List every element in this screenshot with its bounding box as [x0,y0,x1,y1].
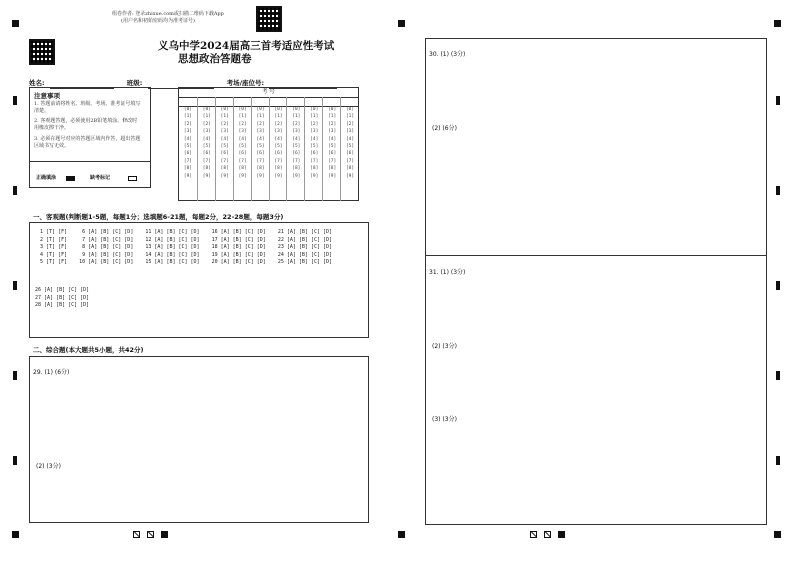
exam-digit-bubble[interactable]: [5] [310,144,319,150]
exam-grid-divider [233,97,234,106]
exam-digit-bubble[interactable]: [0] [345,107,355,112]
exam-digit-bubble[interactable]: [7] [274,158,283,164]
timing-mark [776,96,780,105]
timing-mark [776,456,780,465]
objective-section-title: 一、客观题(判断题1-5题，每题1分；选填题6-21题，每题2分，22-28题，每题3分) [33,213,284,221]
exam-digit-bubble[interactable]: [6] [183,151,193,157]
exam-digit-bubble[interactable]: [6] [310,151,319,157]
exam-digit-bubble[interactable]: [9] [328,173,337,179]
exam-digit-bubble[interactable]: [7] [183,158,193,164]
exam-digit-bubble[interactable]: [3] [202,129,211,135]
exam-grid-divider [269,97,270,106]
exam-digit-bubble[interactable]: [3] [345,129,355,135]
q31-answer-box[interactable] [425,255,767,525]
exam-digit-bubble[interactable]: [8] [220,166,229,172]
seat-label: 考场/座位号: [226,79,265,87]
exam-digit-bubble[interactable]: [1] [328,114,337,120]
notice-item: 1. 答题前请将姓名、班级、考场、准考证号填写清楚。 [34,101,141,114]
exam-digit-bubble[interactable]: [9] [202,173,211,179]
exam-digit-bubble[interactable]: [6] [292,151,301,157]
exam-digit-column [233,106,252,201]
exam-digit-bubble[interactable]: [1] [220,114,229,120]
q30-part2-label: (2) (6分) [432,125,457,132]
corner-mark-top-left [12,20,19,27]
footer-mark [133,531,140,538]
mcq-row[interactable]: 27 [A] [B] [C] [D] [35,294,90,301]
q30-part1-label: 30. (1) (3分) [429,51,466,58]
footer-mark [147,531,154,538]
exam-digit-bubble[interactable]: [9] [220,173,229,179]
exam-digit-bubble[interactable]: [5] [183,144,193,150]
qr-code-icon [29,39,55,65]
exam-digit-column [304,106,323,201]
notice-title: 注意事项 [34,92,60,100]
exam-digit-bubble[interactable]: [5] [328,144,337,150]
exam-digit-bubble[interactable]: [3] [274,129,283,135]
corner-mark-top-right [774,20,781,27]
exam-digit-bubble[interactable]: [1] [202,114,211,120]
exam-digit-bubble[interactable]: [6] [220,151,229,157]
exam-digit-column [215,106,234,201]
mcq-row[interactable]: 28 [A] [B] [C] [D] [35,302,90,308]
exam-grid-divider [286,97,287,106]
exam-digit-bubble[interactable]: [7] [345,158,355,164]
exam-grid-divider [197,97,198,106]
exam-digit-bubble[interactable]: [1] [345,114,355,120]
exam-digit-bubble[interactable]: [1] [274,114,283,120]
exam-digit-bubble[interactable]: [7] [238,158,247,164]
exam-digit-bubble[interactable]: [0] [220,107,229,112]
exam-digit-bubble[interactable]: [0] [202,107,211,112]
exam-digit-bubble[interactable]: [8] [238,166,247,172]
timing-mark [13,186,17,195]
exam-digit-bubble[interactable]: [5] [202,144,211,150]
exam-digit-bubble[interactable]: [9] [183,173,193,179]
notice-box [29,87,151,188]
exam-digit-bubble[interactable]: [3] [328,129,337,135]
timing-mark [13,371,17,380]
timing-mark [13,281,17,290]
exam-digit-bubble[interactable]: [7] [220,158,229,164]
timing-mark [776,186,780,195]
correct-fill-label: 正确填涂 [36,175,57,181]
page-title: 义乌中学2024届高三首考适应性考试 [158,40,335,52]
comprehensive-section-title: 二、综合题(本大题共5小题，共42分) [33,346,144,354]
missing-mark-label: 缺考标记 [90,175,111,181]
exam-digit-bubble[interactable]: [6] [328,151,337,157]
exam-digit-bubble[interactable]: [4] [292,136,301,142]
exam-digit-bubble[interactable]: [7] [292,158,301,164]
timing-mark [776,281,780,290]
corner-mark-mid-bottom [398,531,405,538]
exam-digit-bubble[interactable]: [8] [256,166,265,172]
correct-fill-sample-icon [66,176,75,181]
mcq-row[interactable]: 2 [T] [F] 7 [A] [B] [C] [D] 12 [A] [B] [C] [D] 17 [A] [B] [C] [D] 22 [A] [B] [C] [D] [37,236,333,243]
footer-mark [544,531,551,538]
header-info-line2: (用户名和初始密码均为准考证号) [121,18,195,24]
mcq-row[interactable]: 26 [A] [B] [C] [D] [35,287,90,293]
exam-digit-bubble[interactable]: [3] [256,129,265,135]
exam-digit-column [269,106,288,201]
exam-grid-divider [340,97,341,106]
corner-mark-mid-top [398,20,405,27]
exam-digit-bubble[interactable]: [0] [310,107,319,112]
exam-digit-column [179,106,197,201]
name-label: 姓名: [29,79,45,87]
exam-grid-divider [322,97,323,106]
exam-digit-column [251,106,270,201]
exam-digit-bubble[interactable]: [9] [292,173,301,179]
exam-digit-column [286,106,305,201]
exam-digit-column [322,106,341,201]
exam-digit-bubble[interactable]: [8] [202,166,211,172]
q29-part1-label: 29. (1) (6分) [33,369,70,376]
timing-mark [776,371,780,380]
exam-digit-bubble[interactable]: [8] [310,166,319,172]
exam-digit-bubble[interactable]: [9] [274,173,283,179]
exam-digit-bubble[interactable]: [1] [256,114,265,120]
exam-digit-bubble[interactable]: [3] [310,129,319,135]
exam-digit-bubble[interactable]: [7] [310,158,319,164]
exam-digit-bubble[interactable]: [3] [220,129,229,135]
q31-part1-label: 31. (1) (3分) [429,269,466,276]
exam-digit-bubble[interactable]: [3] [183,129,193,135]
footer-mark [161,531,168,538]
exam-digit-bubble[interactable]: [2] [256,121,265,127]
exam-digit-bubble[interactable]: [2] [328,121,337,127]
exam-digit-bubble[interactable]: [0] [292,107,301,112]
exam-digit-bubble[interactable]: [2] [238,121,247,127]
exam-digit-bubble[interactable]: [7] [256,158,265,164]
missing-mark-checkbox[interactable] [128,176,137,181]
exam-digit-bubble[interactable]: [2] [274,121,283,127]
corner-mark-bottom-left [12,531,19,538]
exam-digit-bubble[interactable]: [9] [256,173,265,179]
exam-digit-bubble[interactable]: [0] [274,107,283,112]
exam-digit-bubble[interactable]: [9] [345,173,355,179]
exam-digit-bubble[interactable]: [1] [292,114,301,120]
exam-digit-bubble[interactable]: [2] [202,121,211,127]
exam-digit-bubble[interactable]: [2] [183,121,193,127]
footer-mark [558,531,565,538]
exam-digit-bubble[interactable]: [4] [328,136,337,142]
exam-digit-bubble[interactable]: [1] [183,114,193,120]
exam-digit-columns [179,106,358,201]
q31-part2-label: (2) (3分) [432,343,457,350]
exam-digit-bubble[interactable]: [0] [238,107,247,112]
exam-digit-bubble[interactable]: [7] [328,158,337,164]
exam-digit-bubble[interactable]: [5] [220,144,229,150]
exam-digit-bubble[interactable]: [8] [345,166,355,172]
page-subtitle: 思想政治答题卷 [178,53,252,65]
exam-digit-bubble[interactable]: [4] [310,136,319,142]
exam-digit-bubble[interactable]: [6] [202,151,211,157]
exam-digit-bubble[interactable]: [5] [256,144,265,150]
q29-answer-box[interactable] [29,356,369,523]
exam-digit-bubble[interactable]: [5] [238,144,247,150]
exam-digit-bubble[interactable]: [6] [274,151,283,157]
exam-digit-bubble[interactable]: [6] [238,151,247,157]
exam-digit-bubble[interactable]: [8] [274,166,283,172]
q30-answer-box[interactable] [425,38,767,256]
q31-part3-label: (3) (3分) [432,416,457,423]
exam-digit-bubble[interactable]: [3] [238,129,247,135]
objective-answer-box [29,222,369,338]
mcq-row[interactable]: 5 [T] [F] 10 [A] [B] [C] [D] 15 [A] [B] [C] [D] 20 [A] [B] [C] [D] 25 [A] [B] [C] [D] [37,259,333,265]
exam-grid-divider [251,97,252,106]
exam-digit-bubble[interactable]: [5] [345,144,355,150]
exam-digit-bubble[interactable]: [4] [274,136,283,142]
exam-digit-bubble[interactable]: [6] [345,151,355,157]
exam-digit-bubble[interactable]: [1] [310,114,319,120]
exam-digit-bubble[interactable]: [5] [292,144,301,150]
qr-code-icon [256,6,282,32]
exam-digit-bubble[interactable]: [5] [274,144,283,150]
corner-mark-bottom-right [774,531,781,538]
exam-digit-bubble[interactable]: [9] [238,173,247,179]
footer-mark [530,531,537,538]
exam-digit-bubble[interactable]: [8] [183,166,193,172]
mcq-row[interactable]: 4 [T] [F] 9 [A] [B] [C] [D] 14 [A] [B] [C] [D] 19 [A] [B] [C] [D] 24 [A] [B] [C] [D] [37,251,333,258]
exam-digit-bubble[interactable]: [2] [220,121,229,127]
exam-digit-bubble[interactable]: [4] [183,136,193,142]
exam-digit-column [340,106,359,201]
exam-digit-bubble[interactable]: [3] [292,129,301,135]
exam-digit-column [197,106,216,201]
exam-digit-bubble[interactable]: [0] [183,107,193,112]
exam-digit-bubble[interactable]: [2] [310,121,319,127]
exam-number-title: 考 号 [179,88,358,98]
notice-item: 2. 客观题答题，必须使用2B铅笔填涂，修改时用橡皮擦干净。 [34,118,138,131]
exam-grid-divider [304,97,305,106]
class-label: 班级: [126,79,143,87]
q29-part2-label: (2) (3分) [36,463,61,470]
header-info-line1: 组卷作者: 登录zhixue.com或扫描二维码下载App [112,11,224,17]
timing-mark [13,456,17,465]
exam-digit-bubble[interactable]: [8] [292,166,301,172]
exam-digit-bubble[interactable]: [0] [256,107,265,112]
exam-digit-bubble[interactable]: [2] [292,121,301,127]
exam-number-grid [178,87,359,201]
exam-digit-bubble[interactable]: [4] [345,136,355,142]
exam-grid-divider [215,97,216,106]
exam-digit-bubble[interactable]: [9] [310,173,319,179]
mcq-row[interactable]: 3 [T] [F] 8 [A] [B] [C] [D] 13 [A] [B] [C] [D] 18 [A] [B] [C] [D] 23 [A] [B] [C] [D] [37,244,333,250]
notice-item: 3. 必须在题号对应的答题区域内作答，超出答题区域书写无效。 [34,136,141,149]
mcq-row[interactable]: 1 [T] [F] 6 [A] [B] [C] [D] 11 [A] [B] [C] [D] 16 [A] [B] [C] [D] 21 [A] [B] [C] [D] [37,229,333,235]
exam-digit-bubble[interactable]: [4] [238,136,247,142]
exam-digit-bubble[interactable]: [7] [202,158,211,164]
exam-digit-bubble[interactable]: [6] [256,151,265,157]
exam-digit-bubble[interactable]: [8] [328,166,337,172]
exam-digit-bubble[interactable]: [4] [256,136,265,142]
exam-digit-bubble[interactable]: [4] [202,136,211,142]
timing-mark [13,96,17,105]
exam-digit-bubble[interactable]: [1] [238,114,247,120]
exam-digit-bubble[interactable]: [4] [220,136,229,142]
exam-digit-bubble[interactable]: [2] [345,121,355,127]
exam-digit-bubble[interactable]: [0] [328,107,337,112]
